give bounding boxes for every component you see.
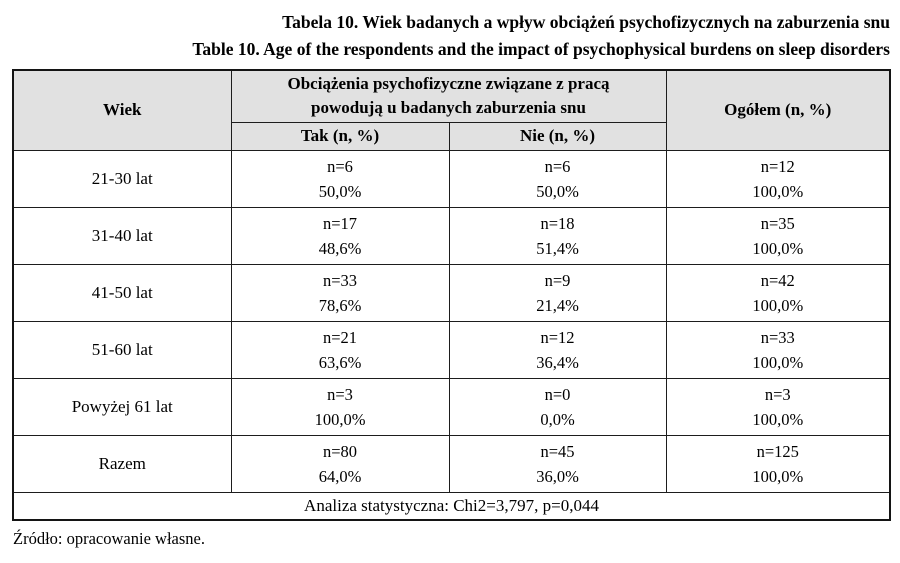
n-value: n=17 [322, 213, 358, 233]
pct-value: 100,0% [752, 466, 804, 486]
table-row [13, 150, 890, 207]
yes-cell [231, 435, 449, 492]
age-cell: 51-60 lat [13, 321, 231, 378]
chi-square-note: Analiza statystyczna: Chi2=3,797, p=0,044 [13, 492, 890, 520]
caption-english: Table 10. Age of the respondents and the impact of psychophysical burdens on sleep disorders [192, 39, 890, 59]
no-cell [449, 150, 666, 207]
no-cell [449, 264, 666, 321]
total-cell [666, 321, 890, 378]
pct-value: 48,6% [318, 238, 362, 258]
no-cell [449, 321, 666, 378]
yes-cell [231, 264, 449, 321]
statistics-table [12, 69, 891, 521]
pct-value: 100,0% [752, 352, 804, 372]
table-row [13, 207, 890, 264]
header-no: Nie (n, %) [449, 122, 666, 150]
table-header [13, 70, 890, 150]
header-group-line1: Obciążenia psychofizyczne związane z pracą [287, 74, 610, 94]
yes-cell [231, 378, 449, 435]
source-note: Źródło: opracowanie własne. [13, 529, 205, 548]
total-cell [666, 435, 890, 492]
age-cell: Powyżej 61 lat [13, 378, 231, 435]
table-footer [13, 492, 890, 520]
n-value: n=33 [760, 327, 795, 347]
pct-value: 36,4% [536, 352, 579, 372]
table-body [13, 150, 890, 492]
yes-cell [231, 321, 449, 378]
pct-value: 63,6% [318, 352, 362, 372]
n-value: n=6 [327, 156, 353, 176]
n-value: n=33 [322, 270, 358, 290]
n-value: n=80 [322, 441, 358, 461]
n-value: n=6 [544, 156, 571, 176]
total-cell [666, 150, 890, 207]
pct-value: 64,0% [318, 466, 362, 486]
n-value: n=35 [760, 213, 795, 233]
age-cell: Razem [13, 435, 231, 492]
table-row [13, 264, 890, 321]
age-cell: 21-30 lat [13, 150, 231, 207]
age-cell: 31-40 lat [13, 207, 231, 264]
pct-value: 100,0% [752, 409, 804, 429]
n-value: n=18 [540, 213, 575, 233]
table-row-total [13, 435, 890, 492]
caption-polish: Tabela 10. Wiek badanych a wpływ obciążeń psychofizycznych na zaburzenia snu [282, 12, 890, 32]
table-row [13, 378, 890, 435]
table-captions [12, 9, 890, 63]
total-cell [666, 378, 890, 435]
header-group-line2: powodują u badanych zaburzenia snu [311, 98, 586, 118]
header-total: Ogółem (n, %) [666, 70, 890, 150]
pct-value: 100,0% [752, 181, 804, 201]
n-value: n=0 [544, 384, 571, 404]
no-cell [449, 435, 666, 492]
yes-cell [231, 150, 449, 207]
pct-value: 100,0% [752, 295, 804, 315]
no-cell [449, 378, 666, 435]
n-value: n=125 [756, 441, 799, 461]
n-value: n=9 [544, 270, 571, 290]
table-row [13, 321, 890, 378]
n-value: n=42 [760, 270, 795, 290]
no-cell [449, 207, 666, 264]
pct-value: 78,6% [318, 295, 362, 315]
statistics-row [13, 492, 890, 520]
pct-value: 50,0% [318, 181, 362, 201]
pct-value: 0,0% [540, 409, 575, 429]
n-value: n=3 [764, 384, 791, 404]
n-value: n=12 [760, 156, 795, 176]
header-group-burdens [231, 70, 666, 122]
total-cell [666, 207, 890, 264]
n-value: n=12 [540, 327, 575, 347]
pct-value: 21,4% [536, 295, 579, 315]
n-value: n=45 [540, 441, 575, 461]
n-value: n=3 [327, 384, 353, 404]
header-yes: Tak (n, %) [231, 122, 449, 150]
pct-value: 36,0% [536, 466, 579, 486]
pct-value: 100,0% [752, 238, 804, 258]
total-cell [666, 264, 890, 321]
n-value: n=21 [322, 327, 358, 347]
age-cell: 41-50 lat [13, 264, 231, 321]
pct-value: 50,0% [536, 181, 579, 201]
header-row-group [13, 70, 890, 122]
pct-value: 100,0% [314, 409, 366, 429]
pct-value: 51,4% [536, 238, 579, 258]
yes-cell [231, 207, 449, 264]
header-age: Wiek [13, 70, 231, 150]
